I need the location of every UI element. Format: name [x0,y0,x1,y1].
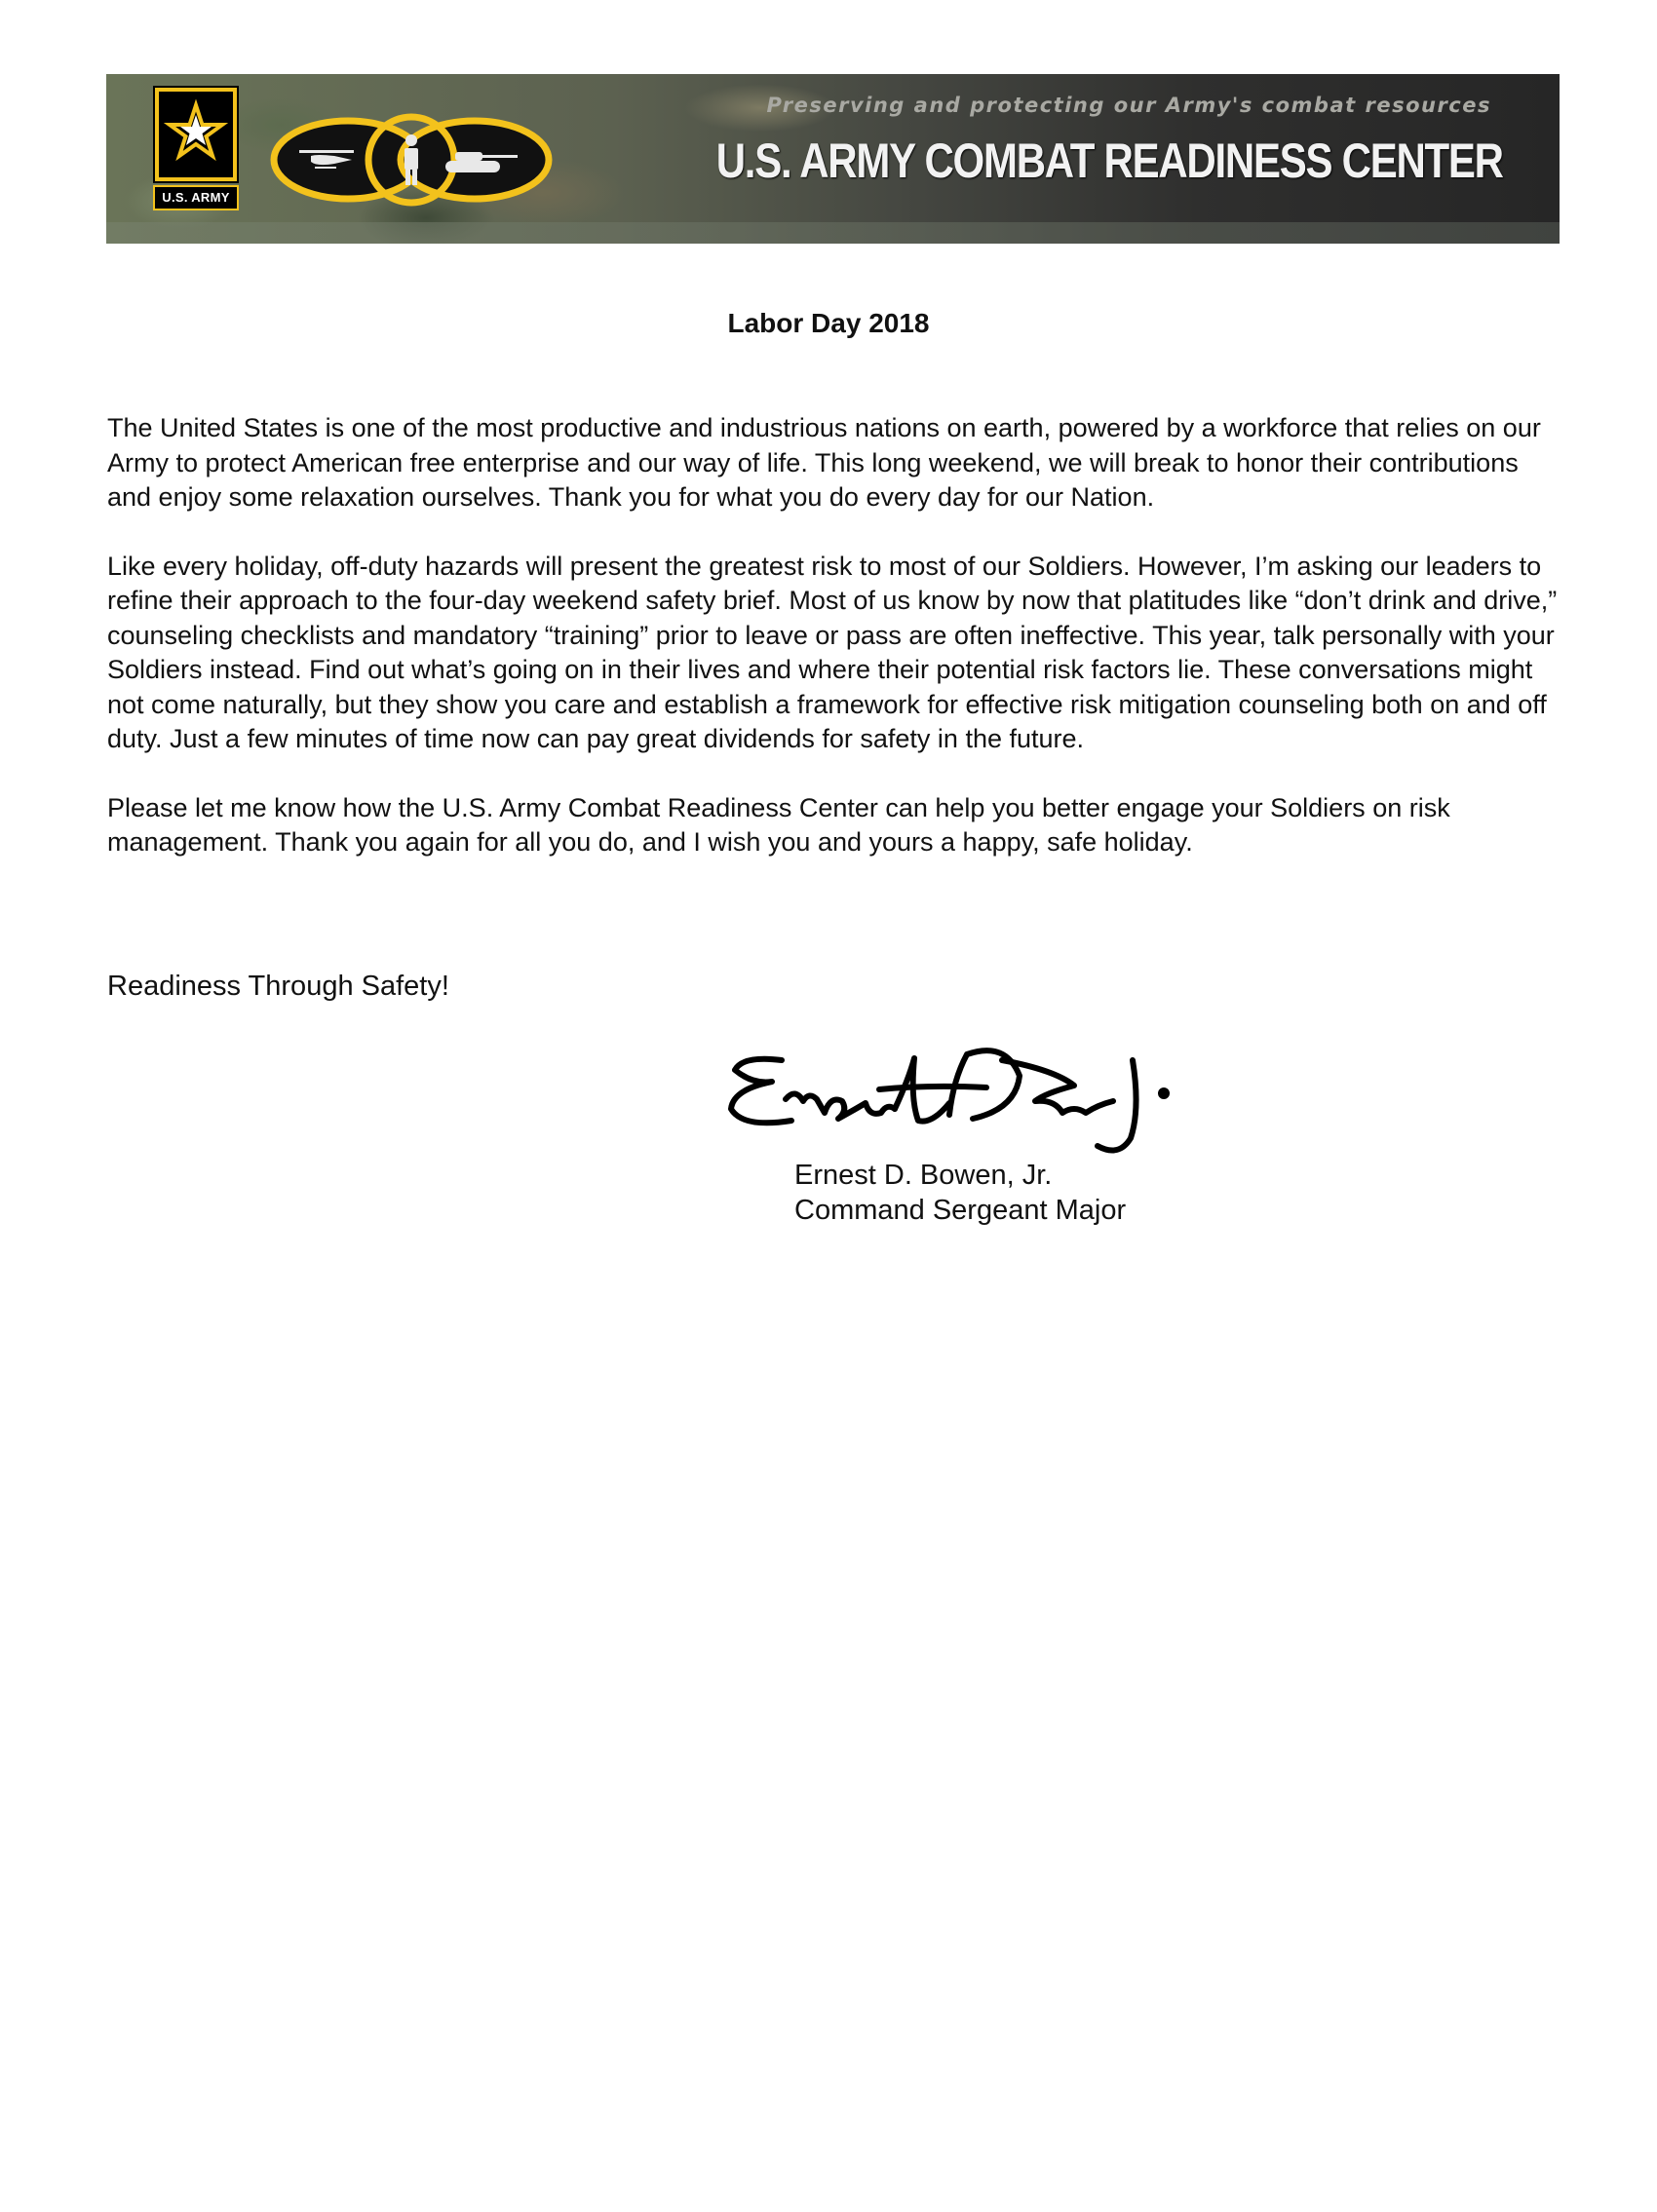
army-wordmark: U.S. ARMY [153,185,239,210]
tagline: Preserving and protecting our Army's combat resources [766,94,1491,117]
closing-line: Readiness Through Safety! [107,971,449,1002]
banner-stripe [106,222,1560,244]
paragraph: Like every holiday, off-duty hazards will present the greatest risk to most of our Soldiers. However, I’m asking our leaders to refine their approach to the four-day weekend safety brief. Most of us know by now that platitudes like “don’t drink and drive,” counseling checklists and mandatory “training” prior to leave or pass are often ineffective. This year, talk personally with your Soldiers instead. Find out what’s going on in their lives and where their potential risk factors lie. These conversations might not come naturally, but they show you care and establish a framework for effective risk mitigation counseling both on and off duty. Just a few minutes of time now can pay great dividends for safety in the future. [107,551,1558,753]
crc-emblem [270,113,553,207]
signature [723,1031,1250,1177]
letter-body [107,411,1560,895]
signer-block [794,1158,1126,1228]
paragraph: Please let me know how the U.S. Army Combat Readiness Center can help you better engage your Soldiers on risk management. Thank you again for all you do, and I wish you and yours a happy, safe holiday. [107,792,1450,857]
header-banner [106,74,1560,244]
document-title: Labor Day 2018 [727,308,930,338]
paragraph: The United States is one of the most productive and industrious nations on earth, powered by a workforce that relies on our Army to protect American free enterprise and our way of life. This long weekend, we will break to honor their contributions and enjoy some relaxation ourselves. Thank you for what you do every day for our Nation. [107,413,1541,512]
signer-name: Ernest D. Bowen, Jr. [794,1160,1053,1191]
banner-title: U.S. ARMY COMBAT READINESS CENTER [715,133,1503,188]
signer-title: Command Sergeant Major [794,1195,1127,1226]
